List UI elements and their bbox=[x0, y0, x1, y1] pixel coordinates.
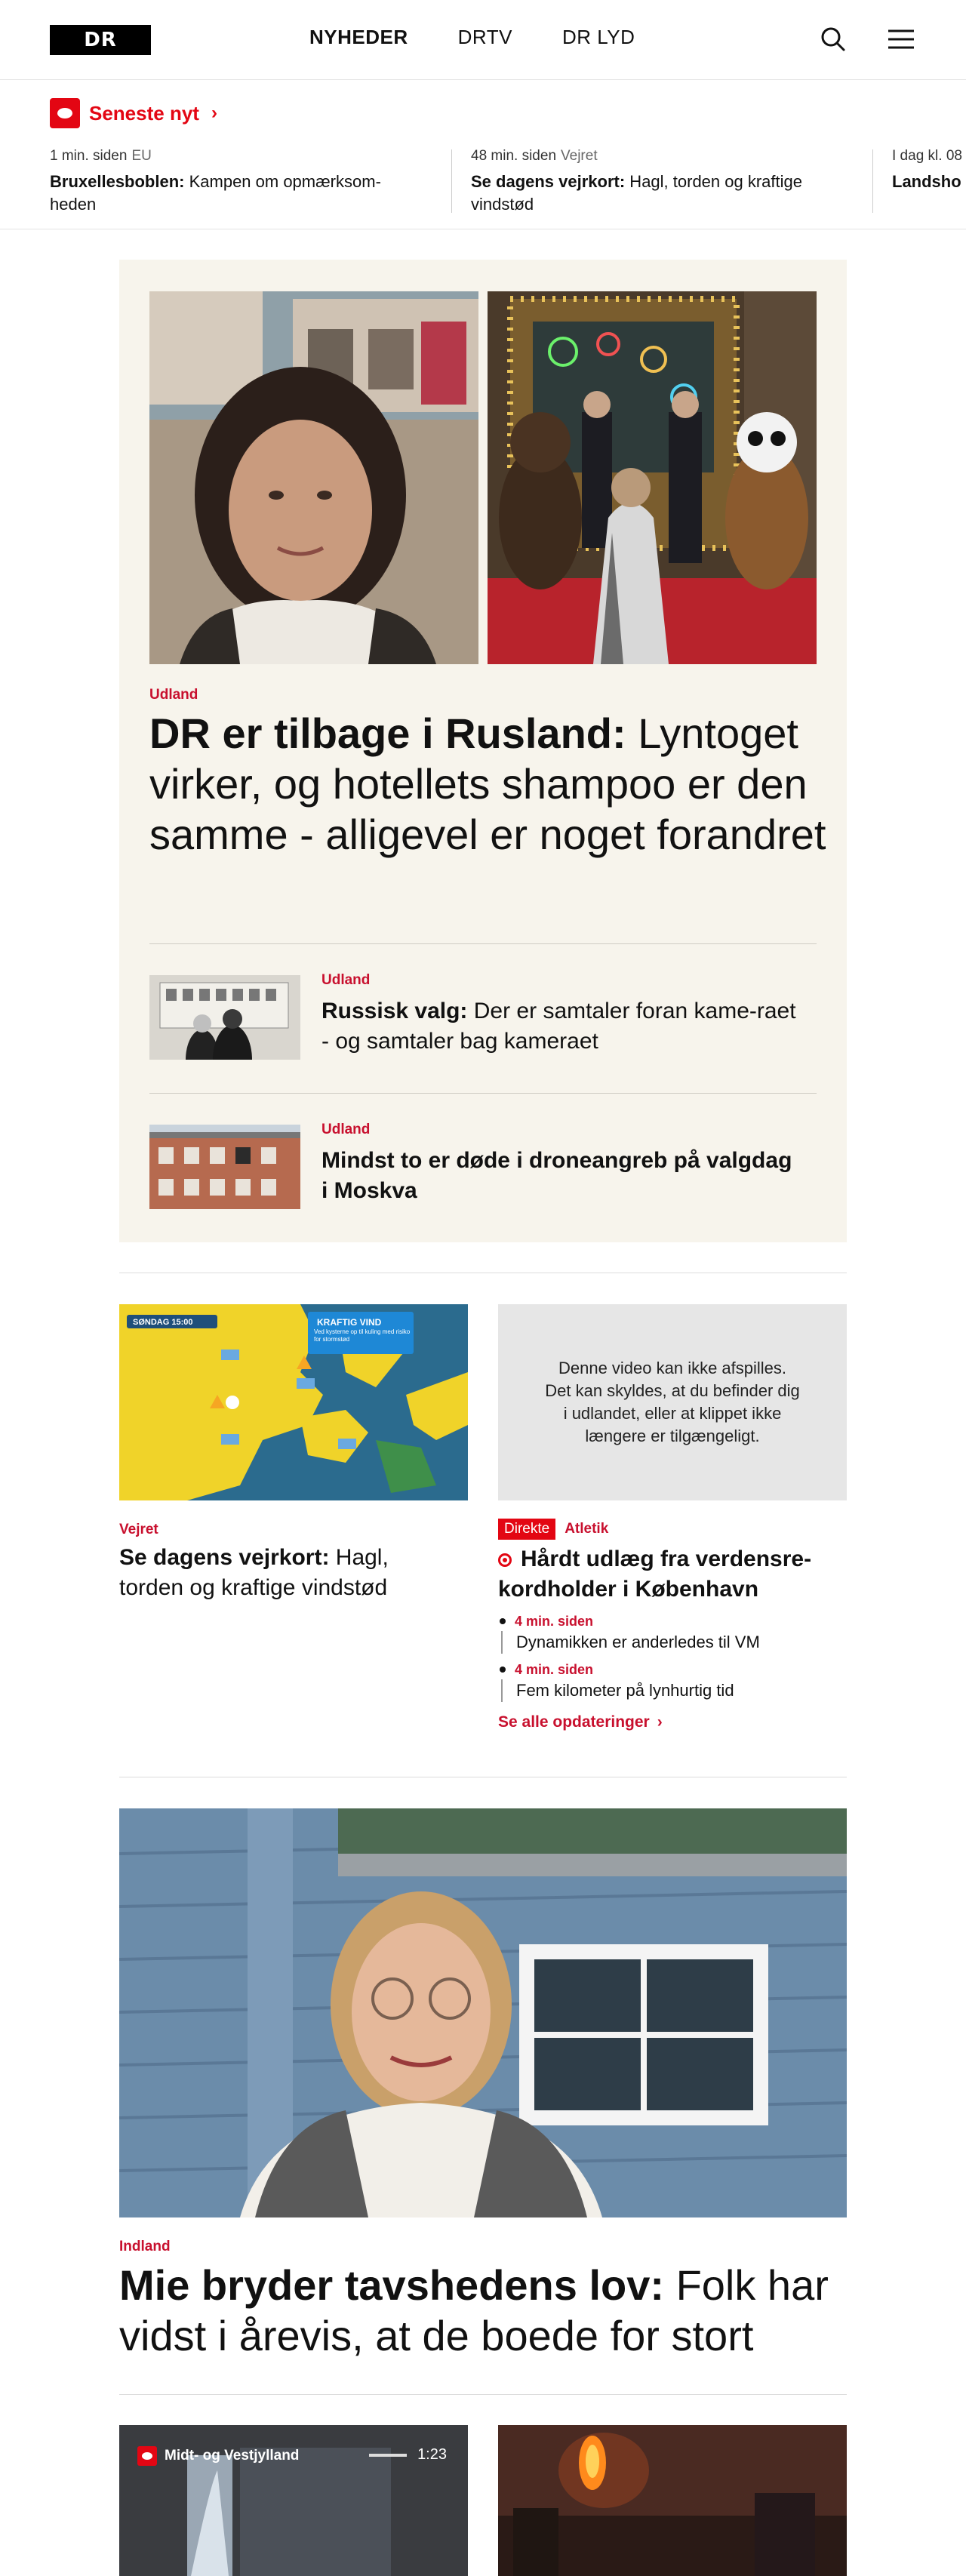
map-label-left: SØNDAG 15:00 bbox=[133, 1318, 193, 1327]
video-channel-label bbox=[137, 2446, 299, 2466]
weather-map-image[interactable] bbox=[119, 1304, 468, 1500]
see-all-updates-link[interactable] bbox=[498, 1713, 663, 1731]
dr-eye-icon bbox=[137, 2446, 157, 2466]
ticker-title-rest: Kampen om opmærksom-heden bbox=[50, 172, 381, 214]
hamburger-menu-icon[interactable] bbox=[884, 23, 918, 56]
news-card-image-fire[interactable] bbox=[498, 2425, 847, 2576]
ticker-time: 1 min. siden bbox=[50, 148, 128, 164]
search-icon[interactable] bbox=[817, 23, 850, 56]
video-duration-text: 1:23 bbox=[417, 2446, 447, 2463]
live-headline-text: Hårdt udlæg fra verdensre-kordholder i København bbox=[498, 1547, 812, 1602]
big-story-kicker[interactable]: Indland bbox=[119, 2239, 171, 2254]
update-time: 4 min. siden bbox=[498, 1662, 734, 1678]
feature-image-bears[interactable] bbox=[488, 291, 817, 664]
map-label-right-title: KRAFTIG VIND bbox=[317, 1317, 382, 1328]
feature-kicker[interactable]: Udland bbox=[149, 687, 198, 703]
live-update-item[interactable] bbox=[498, 1614, 760, 1654]
ticker-title-bold: Landsho bbox=[892, 172, 961, 191]
sub-story-kicker[interactable]: Udland bbox=[321, 1122, 371, 1137]
chevron-right-icon: › bbox=[657, 1713, 663, 1731]
ticker-title-bold: Se dagens vejrkort: bbox=[471, 172, 626, 191]
ticker-time: I dag kl. 08 bbox=[892, 148, 962, 164]
latest-news-ticker bbox=[0, 80, 966, 229]
dr-eye-icon bbox=[50, 98, 80, 128]
dr-logo[interactable] bbox=[50, 25, 151, 55]
big-story-headline[interactable] bbox=[119, 2260, 847, 2361]
ticker-item[interactable] bbox=[471, 145, 833, 216]
nav-nyheder[interactable]: NYHEDER bbox=[309, 26, 408, 48]
sub-story-image-building[interactable] bbox=[149, 1125, 300, 1209]
ticker-time: 48 min. siden bbox=[471, 148, 557, 164]
ticker-category: Vejret bbox=[561, 148, 598, 164]
update-time: 4 min. siden bbox=[498, 1614, 760, 1630]
big-story-headline-bold: Mie bryder tavshedens lov: bbox=[119, 2261, 665, 2309]
live-indicator-icon bbox=[498, 1553, 512, 1567]
ticker-divider bbox=[451, 149, 452, 213]
big-story-image[interactable] bbox=[119, 1808, 847, 2217]
latest-news-header[interactable] bbox=[50, 98, 217, 128]
ticker-item[interactable] bbox=[50, 145, 427, 216]
progress-bar-icon bbox=[369, 2454, 407, 2457]
live-badge: Direkte bbox=[498, 1519, 555, 1540]
feature-headline-rest: Lyntoget virker, og hotellets shampoo er den samme - alligevel er noget forandret bbox=[149, 709, 826, 858]
weather-headline-bold: Se dagens vejrkort: bbox=[119, 1545, 330, 1570]
live-headline[interactable] bbox=[498, 1544, 853, 1605]
sub-story-headline-bold: Mindst to er døde i droneangreb på valgdag i Moskva bbox=[321, 1148, 792, 1203]
nav-drtv[interactable]: DRTV bbox=[457, 26, 512, 48]
ticker-title-rest: Hagl, torden og kraftige vindstød bbox=[471, 172, 802, 214]
update-text: Dynamikken er anderledes til VM bbox=[501, 1631, 760, 1654]
sub-story-kicker[interactable]: Udland bbox=[321, 972, 371, 988]
ticker-item[interactable] bbox=[892, 145, 966, 193]
video-duration bbox=[369, 2446, 447, 2464]
live-update-item[interactable] bbox=[498, 1662, 734, 1702]
update-text: Fem kilometer på lynhurtig tid bbox=[501, 1679, 734, 1702]
feature-image-selfie[interactable] bbox=[149, 291, 478, 664]
map-label-right-sub: Ved kysterne op til kuling med risiko for stormstød bbox=[314, 1328, 411, 1343]
sub-story-image-election[interactable] bbox=[149, 975, 300, 1060]
live-meta bbox=[498, 1519, 608, 1540]
ticker-divider bbox=[872, 149, 873, 213]
big-story-headline-rest: Folk har vidst i årevis, at de boede for stort bbox=[119, 2261, 829, 2359]
video-channel-name: Midt- og Vestjylland bbox=[165, 2448, 300, 2464]
main-nav bbox=[309, 26, 635, 49]
live-kicker[interactable]: Atletik bbox=[565, 1521, 609, 1537]
see-all-label: Se alle opdateringer bbox=[498, 1713, 650, 1731]
featured-story-block bbox=[119, 260, 847, 1242]
sub-story-headline-rest: Der er samtaler foran kame-raet - og samtaler bag kameraet bbox=[321, 999, 796, 1054]
video-unavailable-message: Denne video kan ikke afspilles. Det kan skyldes, at du befinder dig i udlandet, eller at klippet ikke længere er tilgængeligt. bbox=[545, 1359, 800, 1445]
nav-dr-lyd[interactable]: DR LYD bbox=[561, 26, 635, 48]
feature-headline-bold: DR er tilbage i Rusland: bbox=[149, 709, 626, 757]
latest-news-label: Seneste nyt bbox=[89, 101, 199, 125]
logo-text: DR bbox=[84, 29, 117, 51]
video-unavailable-placeholder[interactable] bbox=[498, 1304, 847, 1500]
ticker-title-bold: Bruxellesboblen: bbox=[50, 172, 185, 191]
sub-story-headline[interactable] bbox=[321, 996, 804, 1057]
section-divider bbox=[119, 2394, 847, 2395]
weather-headline[interactable] bbox=[119, 1543, 451, 1603]
feature-headline[interactable] bbox=[149, 708, 829, 860]
weather-headline-rest: Hagl, torden og kraftige vindstød bbox=[119, 1545, 389, 1600]
site-header bbox=[0, 0, 966, 80]
ticker-category: EU bbox=[131, 148, 152, 164]
weather-kicker[interactable]: Vejret bbox=[119, 1522, 158, 1537]
chevron-right-icon: › bbox=[211, 103, 217, 123]
divider bbox=[149, 943, 817, 944]
divider bbox=[149, 1093, 817, 1094]
sub-story-headline-bold: Russisk valg: bbox=[321, 999, 468, 1023]
sub-story-headline[interactable] bbox=[321, 1146, 804, 1206]
video-card-image[interactable] bbox=[119, 2425, 468, 2576]
